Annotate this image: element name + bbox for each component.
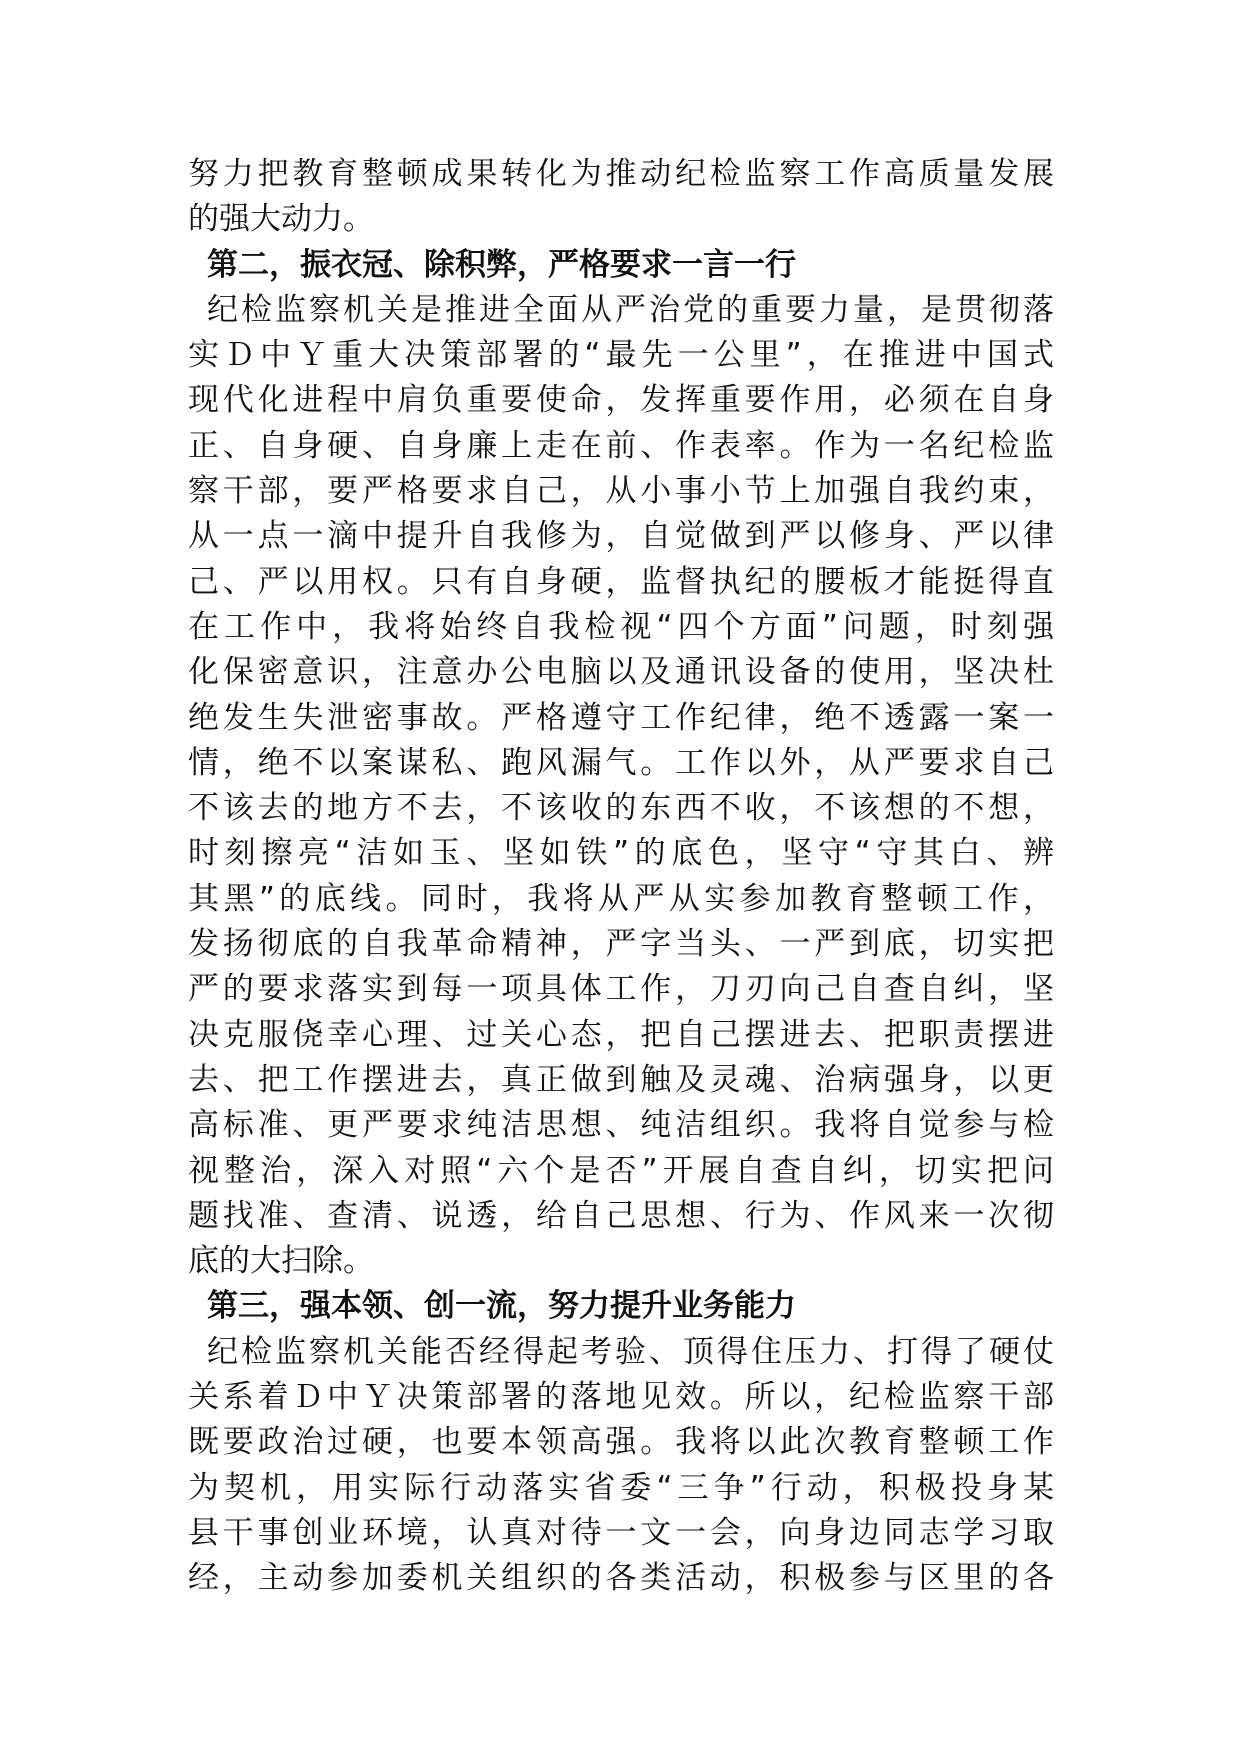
body-text-line: 实Ｄ中Ｙ重大决策部署的“最先一公里”，在推进中国式 (188, 337, 1054, 374)
body-text-line: 的强大动力。 (188, 201, 374, 238)
body-text-line: 关系着Ｄ中Ｙ决策部署的落地见效。所以，纪检监察干部 (188, 1379, 1054, 1416)
body-text-line: 现代化进程中肩负重要使命，发挥重要作用，必须在自身 (188, 382, 1054, 419)
body-text-line: 从一点一滴中提升自我修为，自觉做到严以修身、严以律 (188, 518, 1054, 555)
body-text-line: 既要政治过硬，也要本领高强。我将以此次教育整顿工作 (188, 1424, 1054, 1461)
section-heading: 第三，强本领、创一流，努力提升业务能力 (207, 1288, 796, 1325)
body-text-line: 去、把工作摆进去，真正做到触及灵魂、治病强身，以更 (188, 1061, 1054, 1098)
body-text-line: 时刻擦亮“洁如玉、坚如铁”的底色，坚守“守其白、辨 (188, 835, 1054, 872)
body-text-line: 其黑”的底线。同时，我将从严从实参加教育整顿工作， (188, 880, 1054, 917)
body-text-line: 努力把教育整顿成果转化为推动纪检监察工作高质量发展 (188, 156, 1054, 192)
paragraph-first-line: 纪检监察机关是推进全面从严治党的重要力量，是贯彻落 (207, 291, 1054, 328)
body-text-line: 情，绝不以案谋私、跑风漏气。工作以外，从严要求自己 (188, 744, 1054, 781)
body-text-line: 化保密意识，注意办公电脑以及通讯设备的使用，坚决杜 (188, 654, 1054, 691)
body-text-line: 在工作中，我将始终自我检视“四个方面”问题，时刻强 (188, 608, 1054, 645)
body-text-line: 决克服侥幸心理、过关心态，把自己摆进去、把职责摆进 (188, 1016, 1054, 1053)
body-text-line: 察干部，要严格要求自己，从小事小节上加强自我约束， (188, 473, 1054, 510)
section-heading: 第二，振衣冠、除积弊，严格要求一言一行 (207, 246, 796, 283)
body-text-line: 严的要求落实到每一项具体工作，刀刃向己自查自纠，坚 (188, 971, 1054, 1008)
body-text-line: 发扬彻底的自我革命精神，严字当头、一严到底，切实把 (188, 926, 1054, 963)
body-text-line: 正、自身硬、自身廉上走在前、作表率。作为一名纪检监 (188, 427, 1054, 464)
body-text-line: 底的大扫除。 (188, 1243, 374, 1280)
body-text-line: 视整治，深入对照“六个是否”开展自查自纠，切实把问 (188, 1152, 1054, 1189)
paragraph-first-line: 纪检监察机关能否经得起考验、顶得住压力、打得了硬仗 (207, 1333, 1054, 1370)
body-text-line: 经，主动参加委机关组织的各类活动，积极参与区里的各 (188, 1560, 1054, 1597)
body-text-line: 题找准、查清、说透，给自己思想、行为、作风来一次彻 (188, 1197, 1054, 1234)
body-text-line: 不该去的地方不去，不该收的东西不收，不该想的不想， (188, 790, 1054, 827)
body-text-line: 绝发生失泄密事故。严格遵守工作纪律，绝不透露一案一 (188, 699, 1054, 736)
body-text-line: 为契机，用实际行动落实省委“三争”行动，积极投身某 (188, 1469, 1054, 1506)
body-text-line: 高标准、更严要求纯洁思想、纯洁组织。我将自觉参与检 (188, 1107, 1054, 1144)
document-page (188, 152, 1054, 1602)
body-text-line: 县干事创业环境，认真对待一文一会，向身边同志学习取 (188, 1514, 1054, 1551)
body-text-line: 己、严以用权。只有自身硬，监督执纪的腰板才能挺得直 (188, 563, 1054, 600)
